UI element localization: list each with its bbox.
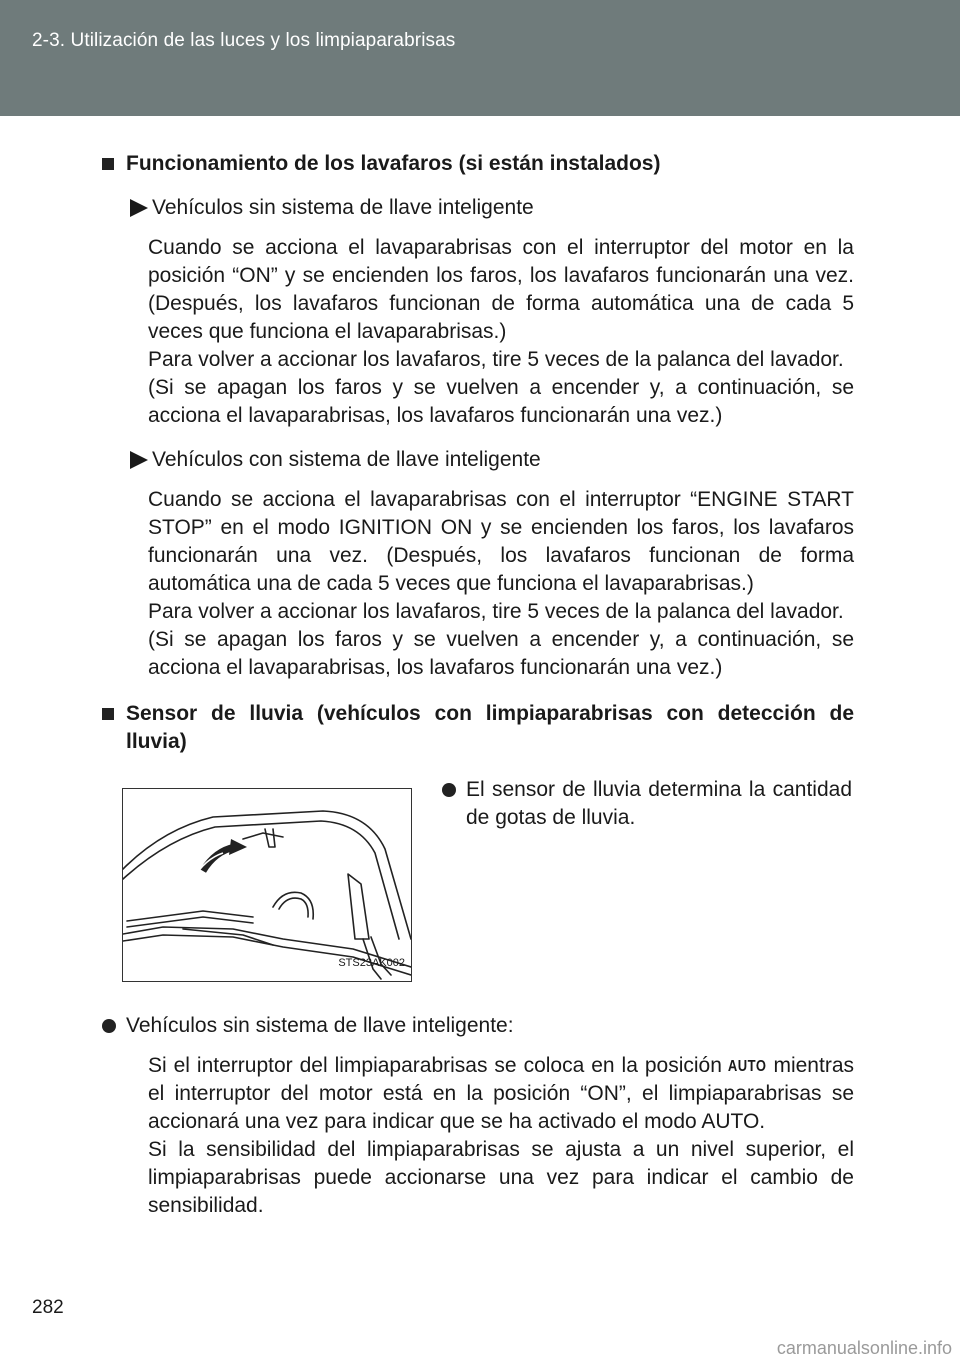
round-bullet-icon	[442, 783, 456, 797]
triangle-arrow-icon	[130, 451, 148, 469]
section-heading-rain-sensor	[102, 700, 854, 756]
section-heading-headlight-cleaners	[102, 150, 854, 178]
watermark: carmanualsonline.info	[776, 1338, 952, 1358]
auto-position-symbol: AUTO	[727, 1056, 767, 1075]
square-bullet-icon	[102, 158, 114, 170]
page-header	[0, 0, 960, 116]
section-heading-text: Sensor de lluvia (vehículos con limpiaparabrisas con detección de lluvia)	[126, 702, 854, 753]
paragraph: Para volver a accionar los lavafaros, tire 5 veces de la palanca del lavador.	[148, 600, 844, 623]
windshield-illustration	[122, 788, 412, 982]
header-title: 2-3. Utilización de las luces y los limpiaparabrisas	[32, 30, 456, 51]
bullet-rain-sensor-note	[442, 776, 852, 832]
subheading-text: Vehículos con sistema de llave inteligente	[152, 448, 541, 471]
triangle-arrow-icon	[130, 199, 148, 217]
paragraph: (Si se apagan los faros y se vuelven a encender y, a continuación, se acciona el lavaparabrisas, los lavafaros funcionarán una vez.)	[148, 376, 854, 427]
page-number: 282	[32, 1297, 64, 1318]
page-content	[102, 150, 854, 1220]
paragraph-text: Si el interruptor del limpiaparabrisas se coloca en la posición	[148, 1054, 722, 1077]
paragraph-block	[148, 486, 854, 682]
paragraph: Cuando se acciona el lavaparabrisas con el interruptor “ENGINE START STOP” en el modo IGNITION ON y se encienden los faros, los lavafaros funcionarán una vez. (Después, los lavafaros funcionan de forma automática una de cada 5 veces que funciona el lavaparabrisas.)	[148, 488, 854, 595]
square-bullet-icon	[102, 708, 114, 720]
paragraph: Para volver a accionar los lavafaros, tire 5 veces de la palanca del lavador.	[148, 348, 844, 371]
round-bullet-icon	[102, 1019, 116, 1033]
bullet-no-smart-key	[102, 1012, 854, 1040]
paragraph: Si la sensibilidad del limpiaparabrisas se ajusta a un nivel superior, el limpiaparabrisas puede accionarse una vez para indicar el cambio de sensibilidad.	[148, 1138, 854, 1217]
figure-code: STS23AK002	[338, 957, 405, 969]
paragraph: (Si se apagan los faros y se vuelven a encender y, a continuación, se acciona el lavaparabrisas, los lavafaros funcionarán una vez.)	[148, 628, 854, 679]
paragraph-block	[148, 1052, 854, 1220]
bullet-text: Vehículos sin sistema de llave inteligente:	[126, 1014, 514, 1037]
subheading-smart-key	[102, 446, 854, 474]
subheading-text: Vehículos sin sistema de llave inteligente	[152, 196, 534, 219]
figure-row	[102, 776, 854, 986]
paragraph	[148, 1052, 854, 1136]
section-heading-text: Funcionamiento de los lavafaros (si están instalados)	[126, 152, 661, 175]
bullet-text: El sensor de lluvia determina la cantidad de gotas de lluvia.	[466, 778, 852, 829]
subheading-no-smart-key	[102, 194, 854, 222]
paragraph: Cuando se acciona el lavaparabrisas con el interruptor del motor en la posición “ON” y se encienden los faros, los lavafaros funcionarán una vez. (Después, los lavafaros funcionan de forma automática una de cada 5 veces que funciona el lavaparabrisas.)	[148, 236, 854, 343]
paragraph-text: mientras el interruptor del motor está en la posición “ON”, el limpiaparabrisas se accionará una vez para indicar que se ha activado el modo AUTO.	[148, 1054, 854, 1133]
paragraph-block	[148, 234, 854, 430]
